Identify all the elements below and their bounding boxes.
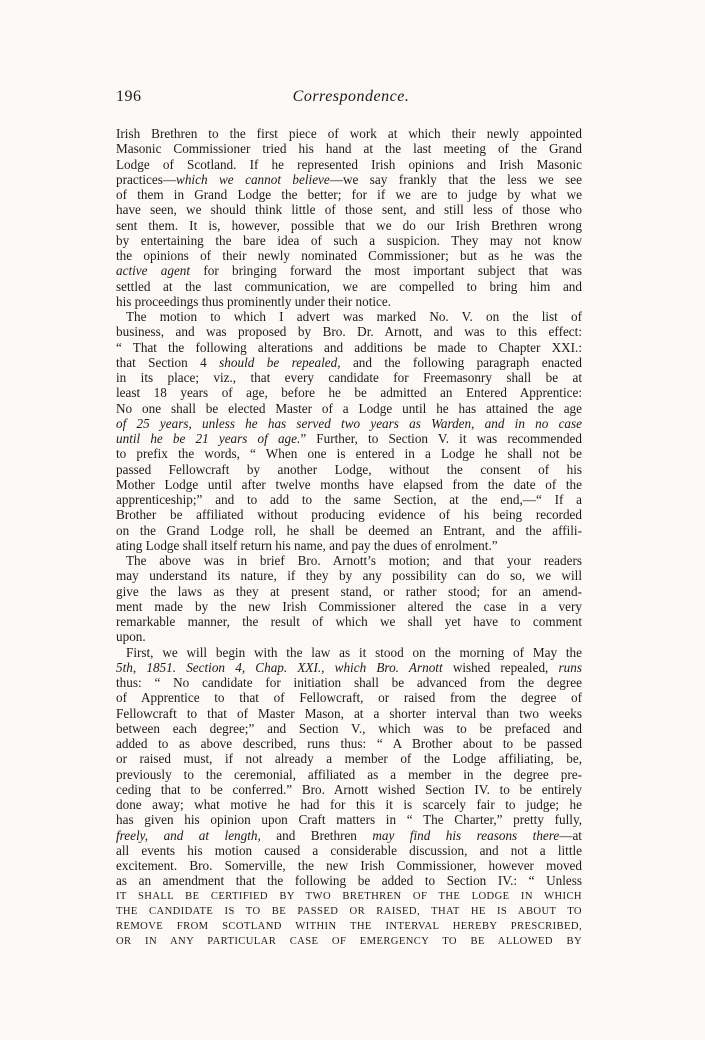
text-run: settled at the last communication, we are compelled to bring him and [116,278,582,294]
text-run: excitement. Bro. Somerville, the new Irish Commissioner, however moved [116,858,582,873]
text-run: Mother Lodge until after twelve months have elapsed from the date of the [116,476,582,492]
text-run: on the Grand Lodge roll, he shall be deemed an Entrant, and the affili- [116,522,582,538]
text-line [116,187,582,202]
text-run: done away; what motive he had for this it is scarcely fair to judge; he [116,797,582,812]
text-line [116,401,582,416]
text-line [116,309,582,324]
text-line [116,904,582,919]
text-run: as an amendment that the following be added to Section IV.: “ Unless [116,873,582,889]
text-line [116,126,582,141]
text-run: , and the following paragraph enacted [337,354,582,370]
text-line [116,523,582,538]
text-line [116,538,582,553]
text-run: Brother be affiliated without producing evidence of his being recorded [116,507,582,523]
text-run: IT SHALL BE CERTIFIED BY TWO BRETHREN OF THE LODGE IN WHICH [116,890,582,902]
text-run: —at [559,827,582,843]
text-run: First, we will begin with the law as it stood on the morning of May the [126,644,582,660]
italic-text: active agent [116,263,191,279]
text-line [116,858,582,873]
italic-text: should be repealed [219,354,338,370]
text-run: Masonic Commissioner tried his hand at the last meeting of the Grand [116,141,582,157]
text-line [116,797,582,812]
text-run: have seen, we should think little of those sent, and still less of those who [116,202,582,218]
text-line [116,462,582,477]
text-run: thus: “ No candidate for initiation shall be advanced from the degree [116,675,582,690]
text-line [116,172,582,187]
italic-text: 5th, 1851. Section 4, Chap. XXI., which Bro. Arnott [116,659,453,675]
running-title: Correspondence. [292,88,410,105]
text-run: ceding that to be conferred.” Bro. Arnott wished Section IV. to be entirely [116,781,582,797]
text-run: least 18 years of age, before he be admitted an Entered Apprentice: [116,385,582,401]
text-line [116,675,582,690]
text-run: business, and was proposed by Bro. Dr. Arnott, and was to this effect: [116,324,582,340]
text-run: The motion to which I advert was marked No. V. on the list of [126,309,582,324]
text-run: all events his motion caused a considerable discussion, and not a little [116,842,582,858]
text-run: previously to the ceremonial, affiliated as a member in the degree pre- [116,766,582,782]
text-line [116,340,582,355]
text-line [116,873,582,888]
text-run: practices— [116,171,177,187]
text-run: may understand its nature, if they by any possibility can do so, we will [116,568,582,584]
text-line [116,416,582,431]
text-line [116,233,582,248]
text-line [116,629,582,644]
text-run: ating Lodge shall itself return his name, and pay the dues of enrolment.” [116,537,498,553]
text-line [116,370,582,385]
text-run: that Section 4 [116,354,220,370]
text-line [116,553,582,568]
page-number: 196 [116,88,142,105]
text-line [116,843,582,858]
text-run: in its place; viz., that every candidate for Freemasonry shall be at [116,370,582,385]
text-line [116,645,582,660]
text-run: wished repealed, [452,659,549,675]
text-run: added to as above described, runs thus: “ A Brother about to be passed [116,736,582,751]
text-run: THE CANDIDATE IS TO BE PASSED OR RAISED, THAT HE IS ABOUT TO [116,905,582,917]
text-line [116,279,582,294]
text-line [116,889,582,904]
text-run: —we say frankly that the less we see [329,171,582,187]
text-line [116,660,582,675]
text-run: “ That the following alterations and additions be made to Chapter XXI.: [116,339,582,355]
text-run: or raised must, if not already a member of the Lodge affiliating, be, [116,751,582,767]
text-line [116,736,582,751]
text-line [116,828,582,843]
italic-text: which we cannot believe [176,171,330,187]
text-line [116,812,582,827]
text-run: his proceedings thus prominently under their notice. [116,293,392,309]
text-run: Fellowcraft to that of Master Mason, at a shorter interval than two weeks [116,705,582,721]
text-line [116,614,582,629]
text-line [116,248,582,263]
text-run: give the laws as they at present stand, or rather stood; for an amend- [116,583,582,599]
text-run: of them in Grand Lodge the better; for if we are to judge by what we [116,187,582,202]
text-line [116,431,582,446]
text-run: OR IN ANY PARTICULAR CASE OF EMERGENCY TO BE ALLOWED BY [116,936,582,948]
text-run: has given his opinion upon Craft matters in “ The Charter,” pretty fully, [116,812,582,828]
text-run: passed Fellowcraft by another Lodge, without the consent of his [116,461,582,477]
text-run: The above was in brief Bro. Arnott’s motion; and that your readers [126,553,582,568]
body-text [116,126,582,950]
italic-text: freely, and at length, [116,827,261,843]
text-line [116,446,582,461]
text-run: remarkable manner, the result of which we shall yet have to comment [116,614,582,629]
text-line [116,294,582,309]
text-line [116,477,582,492]
text-run: for bringing forward the most important subject that was [190,263,582,279]
text-run: by entertaining the bare idea of such a suspicion. They may not know [116,232,582,248]
text-line [116,584,582,599]
text-line [116,568,582,583]
text-line [116,507,582,522]
italic-text: of 25 years, unless he has served two years as Warden, and in no case [116,415,582,431]
text-line [116,751,582,766]
text-run: ” Further, to Section V. it was recommended [300,431,582,446]
text-line [116,690,582,705]
text-line [116,706,582,721]
text-line [116,218,582,233]
text-line [116,934,582,949]
text-run: sent them. It is, however, possible that we do our Irish Brethren wrong [116,217,582,233]
text-run: to prefix the words, “ When one is entered in a Lodge he shall not be [116,446,582,462]
text-line [116,782,582,797]
text-line [116,263,582,278]
text-line [116,157,582,172]
text-line [116,919,582,934]
text-line [116,599,582,614]
text-run: the opinions of their newly nominated Commissioner; but as he was the [116,248,582,263]
text-run: Irish Brethren to the first piece of work at which their newly appointed [116,126,582,141]
text-line [116,767,582,782]
text-line [116,492,582,507]
italic-text: until he be 21 years of age. [116,431,301,446]
text-line [116,385,582,400]
text-run: Lodge of Scotland. If he represented Irish opinions and Irish Masonic [116,156,582,172]
text-line [116,202,582,217]
text-run: No one shall be elected Master of a Lodge until he has attained the age [116,400,582,416]
text-run: and Brethren [260,827,373,843]
text-run: upon. [116,629,146,645]
text-line [116,721,582,736]
text-line [116,324,582,339]
text-run: between each degree;” and Section V., which was to be prefaced and [116,720,582,736]
text-run: REMOVE FROM SCOTLAND WITHIN THE INTERVAL HEREBY PRESCRIBED, [116,921,582,932]
text-line [116,355,582,370]
text-line [116,141,582,156]
text-run: of Apprentice to that of Fellowcraft, or raised from the degree of [116,690,582,706]
text-run: apprenticeship;” and to add to the same Section, at the end,—“ If a [116,492,582,507]
italic-text: may find his reasons there [372,827,560,843]
text-run: ment made by the new Irish Commissioner altered the case in a very [116,598,582,614]
page-header [116,88,586,112]
italic-text: runs [548,659,582,675]
